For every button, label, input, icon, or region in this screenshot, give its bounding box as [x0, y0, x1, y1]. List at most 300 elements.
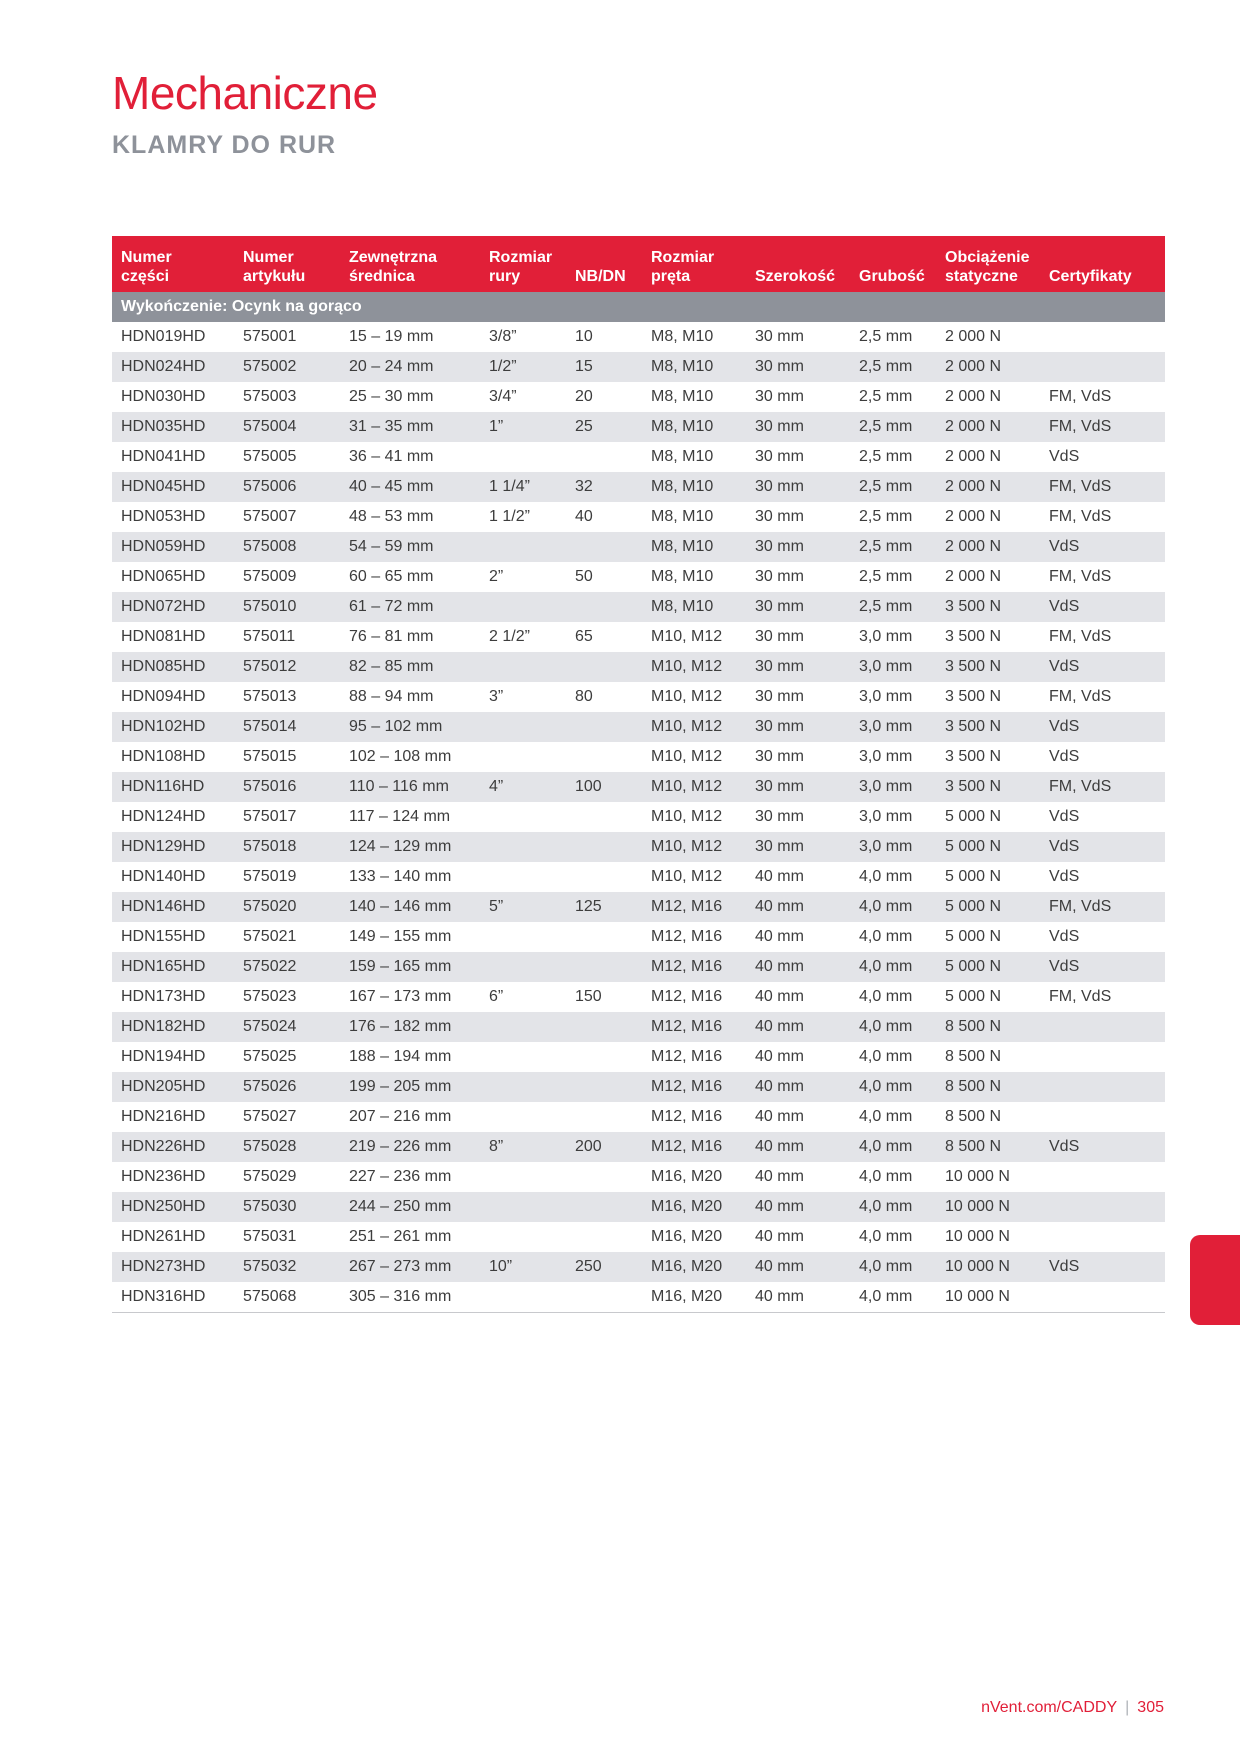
cell-static-load: 3 500 N [945, 748, 1002, 765]
cell-static-load: 2 000 N [945, 328, 1002, 345]
cell-article-number: 575006 [234, 472, 340, 502]
table-row [112, 802, 1165, 832]
cell-pipe-size: 1 1/4” [480, 472, 566, 502]
cell-part-number: HDN085HD [112, 652, 234, 682]
cell-part-number: HDN108HD [121, 748, 206, 765]
cell-certificates [1040, 352, 1165, 382]
cell-static-load: 3 500 N [936, 712, 1040, 742]
cell-rod-size: M16, M20 [651, 1228, 723, 1245]
cell-article-number: 575009 [243, 568, 297, 585]
table-row [112, 1282, 1165, 1313]
cell-static-load: 10 000 N [936, 1192, 1040, 1222]
cell-rod-size: M16, M20 [642, 1192, 746, 1222]
cell-pipe-size: 3/8” [489, 328, 517, 345]
cell-thickness: 4,0 mm [859, 988, 913, 1005]
cell-static-load: 5 000 N [945, 868, 1002, 885]
cell-pipe-size [480, 742, 566, 772]
cell-certificates: FM, VdS [1040, 412, 1165, 442]
table-row [112, 1192, 1165, 1222]
cell-outer-diameter: 40 – 45 mm [340, 472, 480, 502]
cell-pipe-size [480, 952, 566, 982]
cell-article-number: 575023 [243, 988, 297, 1005]
cell-article-number: 575016 [234, 772, 340, 802]
cell-certificates: FM, VdS [1049, 988, 1112, 1005]
cell-nb-dn [566, 1012, 642, 1042]
cell-article-number: 575030 [234, 1192, 340, 1222]
cell-pipe-size: 1/2” [480, 352, 566, 382]
cell-static-load: 2 000 N [945, 508, 1002, 525]
cell-rod-size: M12, M16 [651, 1048, 723, 1065]
cell-outer-diameter: 207 – 216 mm [349, 1108, 452, 1125]
section-label: Wykończenie: Ocynk na gorąco [112, 292, 1165, 322]
table-row [112, 1162, 1165, 1192]
cell-rod-size: M10, M12 [651, 628, 723, 645]
cell-rod-size: M8, M10 [651, 448, 714, 465]
cell-width: 40 mm [746, 1282, 850, 1313]
cell-static-load: 5 000 N [936, 892, 1040, 922]
cell-rod-size: M8, M10 [642, 472, 746, 502]
cell-static-load: 3 500 N [936, 772, 1040, 802]
cell-part-number: HDN030HD [121, 388, 206, 405]
cell-thickness: 2,5 mm [859, 508, 913, 525]
cell-certificates: VdS [1049, 808, 1080, 825]
cell-static-load: 2 000 N [945, 388, 1002, 405]
cell-part-number: HDN019HD [121, 328, 206, 345]
cell-article-number: 575021 [243, 928, 297, 945]
cell-width: 30 mm [746, 832, 850, 862]
cell-rod-size: M12, M16 [642, 892, 746, 922]
cell-nb-dn [566, 592, 642, 622]
cell-nb-dn [566, 742, 642, 772]
cell-certificates [1040, 1072, 1165, 1102]
cell-part-number: HDN236HD [121, 1168, 206, 1185]
cell-static-load: 5 000 N [945, 928, 1002, 945]
cell-pipe-size [480, 442, 566, 472]
cell-outer-diameter: 60 – 65 mm [349, 568, 434, 585]
cell-outer-diameter: 76 – 81 mm [349, 628, 434, 645]
table-row [112, 382, 1165, 412]
cell-part-number: HDN041HD [121, 448, 206, 465]
cell-outer-diameter: 102 – 108 mm [349, 748, 452, 765]
cell-thickness: 4,0 mm [859, 1228, 913, 1245]
table-row [112, 352, 1165, 382]
table-row [112, 832, 1165, 862]
cell-article-number: 575003 [243, 388, 297, 405]
cell-part-number: HDN273HD [112, 1252, 234, 1282]
cell-certificates: FM, VdS [1040, 772, 1165, 802]
cell-part-number: HDN053HD [121, 508, 206, 525]
cell-width: 40 mm [755, 1168, 804, 1185]
cell-static-load: 10 000 N [945, 1168, 1010, 1185]
cell-outer-diameter: 88 – 94 mm [349, 688, 434, 705]
cell-thickness: 4,0 mm [850, 952, 936, 982]
cell-certificates [1040, 322, 1165, 352]
cell-nb-dn: 250 [566, 1252, 642, 1282]
table-row [112, 892, 1165, 922]
cell-nb-dn: 20 [575, 388, 593, 405]
cell-outer-diameter: 95 – 102 mm [340, 712, 480, 742]
cell-static-load: 2 000 N [936, 532, 1040, 562]
table-row [112, 562, 1165, 592]
cell-part-number: HDN261HD [121, 1228, 206, 1245]
cell-outer-diameter: 176 – 182 mm [340, 1012, 480, 1042]
page-title: Mechaniczne [112, 67, 378, 119]
cell-rod-size: M8, M10 [651, 388, 714, 405]
cell-nb-dn: 40 [575, 508, 593, 525]
table-row [112, 952, 1165, 982]
cell-static-load: 2 000 N [936, 412, 1040, 442]
cell-static-load: 2 000 N [945, 568, 1002, 585]
cell-width: 30 mm [755, 688, 804, 705]
cell-width: 30 mm [746, 592, 850, 622]
cell-part-number: HDN316HD [112, 1282, 234, 1313]
cell-outer-diameter: 110 – 116 mm [340, 772, 480, 802]
cell-pipe-size [480, 802, 566, 832]
cell-outer-diameter: 15 – 19 mm [349, 328, 434, 345]
cell-certificates: FM, VdS [1049, 688, 1112, 705]
cell-thickness: 2,5 mm [850, 472, 936, 502]
cell-thickness: 4,0 mm [850, 892, 936, 922]
cell-width: 30 mm [746, 352, 850, 382]
cell-static-load: 8 500 N [936, 1012, 1040, 1042]
table-row [112, 1072, 1165, 1102]
cell-thickness: 4,0 mm [859, 928, 913, 945]
table-row [112, 682, 1165, 712]
cell-width: 30 mm [755, 568, 804, 585]
cell-rod-size: M10, M12 [651, 868, 723, 885]
cell-thickness: 3,0 mm [859, 628, 913, 645]
cell-outer-diameter: 124 – 129 mm [340, 832, 480, 862]
cell-outer-diameter: 117 – 124 mm [349, 808, 451, 825]
cell-rod-size: M8, M10 [651, 568, 714, 585]
cell-width: 30 mm [755, 748, 804, 765]
cell-article-number: 575068 [234, 1282, 340, 1313]
cell-certificates: FM, VdS [1040, 472, 1165, 502]
cell-nb-dn: 65 [575, 628, 593, 645]
cell-part-number: HDN216HD [121, 1108, 206, 1125]
cell-part-number: HDN226HD [112, 1132, 234, 1162]
cell-certificates: FM, VdS [1049, 568, 1112, 585]
cell-thickness: 2,5 mm [850, 352, 936, 382]
cell-pipe-size [480, 1192, 566, 1222]
page-footer [981, 1699, 1164, 1717]
cell-thickness: 2,5 mm [850, 412, 936, 442]
cell-thickness: 3,0 mm [859, 688, 913, 705]
cell-part-number: HDN102HD [112, 712, 234, 742]
cell-thickness: 4,0 mm [850, 1132, 936, 1162]
cell-pipe-size [480, 712, 566, 742]
cell-rod-size: M12, M16 [651, 928, 723, 945]
cell-nb-dn [566, 532, 642, 562]
chapter-tab [1190, 1235, 1240, 1325]
cell-static-load: 5 000 N [945, 988, 1002, 1005]
cell-outer-diameter: 82 – 85 mm [340, 652, 480, 682]
cell-certificates: FM, VdS [1049, 508, 1112, 525]
cell-article-number: 575026 [234, 1072, 340, 1102]
section-row [112, 292, 1165, 322]
cell-thickness: 2,5 mm [859, 448, 913, 465]
cell-outer-diameter: 20 – 24 mm [340, 352, 480, 382]
cell-pipe-size [480, 1072, 566, 1102]
cell-nb-dn: 25 [566, 412, 642, 442]
cell-certificates: FM, VdS [1040, 892, 1165, 922]
cell-thickness: 3,0 mm [850, 652, 936, 682]
cell-width: 30 mm [746, 532, 850, 562]
cell-width: 30 mm [746, 412, 850, 442]
cell-certificates: VdS [1049, 868, 1080, 885]
table-row [112, 982, 1165, 1012]
cell-thickness: 2,5 mm [859, 388, 913, 405]
cell-article-number: 575028 [234, 1132, 340, 1162]
cell-nb-dn: 100 [566, 772, 642, 802]
cell-article-number: 575031 [243, 1228, 297, 1245]
cell-outer-diameter: 48 – 53 mm [349, 508, 434, 525]
col-header-part-number: Numer części [112, 236, 234, 292]
table-row [112, 412, 1165, 442]
cell-thickness: 2,5 mm [850, 592, 936, 622]
cell-outer-diameter: 199 – 205 mm [340, 1072, 480, 1102]
col-header-width: Szerokość [746, 236, 850, 292]
cell-outer-diameter: 133 – 140 mm [349, 868, 452, 885]
table-row [112, 592, 1165, 622]
cell-rod-size: M10, M12 [642, 712, 746, 742]
cell-thickness: 3,0 mm [859, 748, 913, 765]
cell-certificates: VdS [1049, 748, 1080, 765]
cell-width: 30 mm [755, 388, 804, 405]
cell-outer-diameter: 36 – 41 mm [349, 448, 434, 465]
cell-article-number: 575010 [234, 592, 340, 622]
cell-outer-diameter: 188 – 194 mm [349, 1048, 452, 1065]
cell-pipe-size [480, 532, 566, 562]
cell-pipe-size: 10” [480, 1252, 566, 1282]
cell-nb-dn: 200 [566, 1132, 642, 1162]
cell-static-load: 10 000 N [945, 1228, 1010, 1245]
cell-article-number: 575011 [243, 628, 296, 645]
cell-part-number: HDN045HD [112, 472, 234, 502]
cell-static-load: 2 000 N [936, 472, 1040, 502]
cell-certificates: VdS [1040, 1252, 1165, 1282]
col-header-nb-dn: NB/DN [566, 236, 642, 292]
cell-part-number: HDN024HD [112, 352, 234, 382]
cell-article-number: 575004 [234, 412, 340, 442]
cell-pipe-size [480, 652, 566, 682]
cell-article-number: 575025 [243, 1048, 297, 1065]
cell-static-load: 8 500 N [945, 1048, 1002, 1065]
cell-width: 40 mm [746, 1132, 850, 1162]
cell-certificates [1040, 1012, 1165, 1042]
cell-static-load: 3 500 N [945, 688, 1002, 705]
table-row [112, 922, 1165, 952]
table-row [112, 1252, 1165, 1282]
table-row [112, 322, 1165, 352]
cell-width: 30 mm [755, 328, 804, 345]
cell-rod-size: M10, M12 [642, 772, 746, 802]
cell-outer-diameter: 305 – 316 mm [340, 1282, 480, 1313]
cell-rod-size: M10, M12 [651, 688, 723, 705]
table-row [112, 1012, 1165, 1042]
cell-pipe-size [480, 862, 566, 892]
cell-rod-size: M10, M12 [642, 832, 746, 862]
cell-certificates [1040, 1222, 1165, 1252]
cell-part-number: HDN165HD [112, 952, 234, 982]
cell-part-number: HDN140HD [121, 868, 206, 885]
cell-article-number: 575017 [243, 808, 297, 825]
cell-static-load: 8 500 N [936, 1072, 1040, 1102]
cell-article-number: 575013 [243, 688, 297, 705]
cell-outer-diameter: 251 – 261 mm [349, 1228, 452, 1245]
table-row [112, 442, 1165, 472]
spec-table [112, 236, 1165, 1313]
cell-outer-diameter: 159 – 165 mm [340, 952, 480, 982]
cell-rod-size: M12, M16 [642, 1072, 746, 1102]
cell-nb-dn [566, 1222, 642, 1252]
cell-article-number: 575018 [234, 832, 340, 862]
page-subtitle: KLAMRY DO RUR [112, 131, 337, 159]
cell-thickness: 4,0 mm [850, 1252, 936, 1282]
cell-certificates: VdS [1040, 532, 1165, 562]
cell-article-number: 575029 [243, 1168, 297, 1185]
cell-rod-size: M12, M16 [642, 952, 746, 982]
cell-certificates: VdS [1040, 832, 1165, 862]
cell-outer-diameter: 31 – 35 mm [340, 412, 480, 442]
cell-rod-size: M10, M12 [642, 652, 746, 682]
cell-nb-dn [566, 952, 642, 982]
cell-rod-size: M8, M10 [642, 412, 746, 442]
cell-width: 40 mm [755, 988, 804, 1005]
cell-pipe-size: 8” [480, 1132, 566, 1162]
cell-certificates: VdS [1049, 448, 1080, 465]
cell-certificates: VdS [1040, 712, 1165, 742]
cell-static-load: 5 000 N [945, 808, 1002, 825]
cell-width: 40 mm [746, 952, 850, 982]
cell-part-number: HDN116HD [112, 772, 234, 802]
cell-nb-dn: 80 [575, 688, 593, 705]
table-row [112, 472, 1165, 502]
cell-article-number: 575008 [234, 532, 340, 562]
col-header-rod-size: Rozmiar pręta [642, 236, 746, 292]
cell-nb-dn: 15 [566, 352, 642, 382]
cell-nb-dn: 125 [566, 892, 642, 922]
cell-nb-dn [566, 652, 642, 682]
cell-pipe-size [480, 1012, 566, 1042]
cell-thickness: 3,0 mm [850, 772, 936, 802]
cell-width: 30 mm [746, 652, 850, 682]
cell-nb-dn: 150 [575, 988, 602, 1005]
cell-rod-size: M16, M20 [642, 1282, 746, 1313]
cell-pipe-size: 4” [480, 772, 566, 802]
cell-width: 40 mm [755, 1228, 804, 1245]
table-row [112, 532, 1165, 562]
cell-certificates: FM, VdS [1049, 628, 1112, 645]
cell-pipe-size: 3/4” [489, 388, 517, 405]
cell-certificates [1040, 1102, 1165, 1132]
cell-article-number: 575020 [234, 892, 340, 922]
cell-thickness: 3,0 mm [850, 712, 936, 742]
cell-nb-dn [566, 1282, 642, 1313]
cell-rod-size: M16, M20 [642, 1252, 746, 1282]
cell-part-number: HDN194HD [121, 1048, 206, 1065]
cell-pipe-size [480, 832, 566, 862]
cell-nb-dn [566, 862, 642, 892]
cell-outer-diameter: 54 – 59 mm [340, 532, 480, 562]
cell-outer-diameter: 61 – 72 mm [340, 592, 480, 622]
cell-certificates: VdS [1040, 1132, 1165, 1162]
cell-article-number: 575007 [243, 508, 297, 525]
cell-width: 30 mm [755, 448, 804, 465]
cell-static-load: 5 000 N [936, 952, 1040, 982]
cell-pipe-size [480, 1222, 566, 1252]
cell-thickness: 4,0 mm [859, 868, 913, 885]
cell-part-number: HDN182HD [112, 1012, 234, 1042]
cell-nb-dn [566, 1192, 642, 1222]
cell-pipe-size: 5” [480, 892, 566, 922]
cell-width: 30 mm [746, 712, 850, 742]
cell-outer-diameter: 140 – 146 mm [340, 892, 480, 922]
cell-rod-size: M12, M16 [642, 1132, 746, 1162]
cell-part-number: HDN059HD [112, 532, 234, 562]
cell-pipe-size [480, 1282, 566, 1313]
cell-rod-size: M16, M20 [651, 1168, 723, 1185]
cell-article-number: 575032 [234, 1252, 340, 1282]
table-header-row [112, 236, 1165, 292]
cell-thickness: 2,5 mm [850, 532, 936, 562]
col-header-outer-diameter: Zewnętrzna średnica [340, 236, 480, 292]
cell-rod-size: M12, M16 [651, 1108, 723, 1125]
col-header-article-number: Numer artykułu [234, 236, 340, 292]
cell-width: 40 mm [746, 1192, 850, 1222]
cell-outer-diameter: 244 – 250 mm [340, 1192, 480, 1222]
table-row [112, 502, 1165, 532]
cell-pipe-size [480, 922, 566, 952]
cell-width: 30 mm [755, 628, 804, 645]
cell-article-number: 575002 [234, 352, 340, 382]
cell-pipe-size: 3” [489, 688, 504, 705]
cell-pipe-size: 1” [480, 412, 566, 442]
cell-thickness: 3,0 mm [850, 832, 936, 862]
cell-nb-dn [566, 1042, 642, 1072]
cell-width: 40 mm [746, 892, 850, 922]
cell-nb-dn [566, 832, 642, 862]
table-row [112, 652, 1165, 682]
cell-thickness: 4,0 mm [850, 1282, 936, 1313]
cell-certificates: VdS [1040, 592, 1165, 622]
cell-rod-size: M8, M10 [642, 592, 746, 622]
cell-width: 40 mm [755, 868, 804, 885]
cell-rod-size: M12, M16 [651, 988, 723, 1005]
cell-part-number: HDN250HD [112, 1192, 234, 1222]
page-number: 305 [1137, 1699, 1164, 1716]
cell-pipe-size [480, 1162, 566, 1192]
cell-outer-diameter: 149 – 155 mm [349, 928, 452, 945]
cell-rod-size: M8, M10 [651, 328, 714, 345]
cell-static-load: 2 000 N [936, 352, 1040, 382]
table-row [112, 1042, 1165, 1072]
cell-article-number: 575005 [243, 448, 297, 465]
cell-pipe-size: 1 1/2” [489, 508, 530, 525]
cell-thickness: 2,5 mm [859, 568, 913, 585]
cell-article-number: 575024 [234, 1012, 340, 1042]
cell-static-load: 10 000 N [936, 1252, 1040, 1282]
cell-part-number: HDN035HD [112, 412, 234, 442]
cell-thickness: 2,5 mm [859, 328, 913, 345]
cell-width: 40 mm [755, 928, 804, 945]
cell-nb-dn: 32 [566, 472, 642, 502]
cell-rod-size: M8, M10 [651, 508, 714, 525]
cell-nb-dn: 50 [575, 568, 593, 585]
cell-certificates: VdS [1040, 652, 1165, 682]
cell-static-load: 3 500 N [945, 628, 1002, 645]
cell-certificates [1040, 1162, 1165, 1192]
